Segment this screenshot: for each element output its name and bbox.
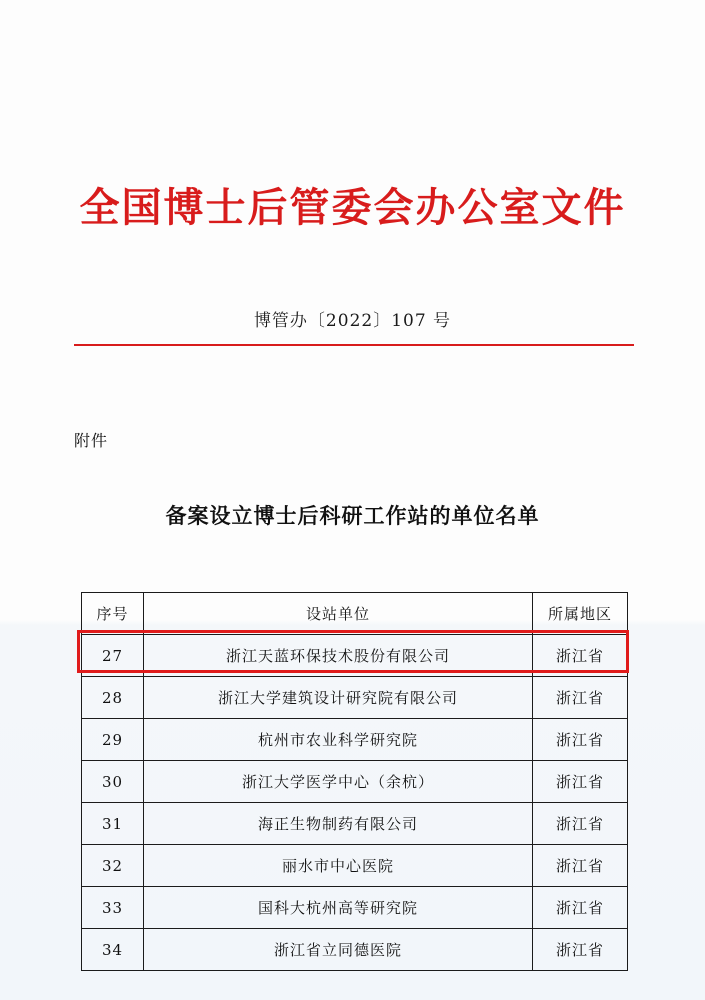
- cell-unit: 浙江天蓝环保技术股份有限公司: [144, 635, 533, 677]
- cell-unit: 丽水市中心医院: [144, 845, 533, 887]
- table-row: [82, 719, 628, 761]
- table-row: [82, 887, 628, 929]
- cell-index: 34: [82, 929, 144, 971]
- cell-region: 浙江省: [533, 845, 628, 887]
- cell-index: 32: [82, 845, 144, 887]
- table-row: [82, 929, 628, 971]
- table-row: [82, 845, 628, 887]
- cell-region: 浙江省: [533, 719, 628, 761]
- cell-index: 28: [82, 677, 144, 719]
- cell-unit: 浙江省立同德医院: [144, 929, 533, 971]
- cell-index: 33: [82, 887, 144, 929]
- unit-list-table: [81, 592, 628, 971]
- document-title: 全国博士后管委会办公室文件: [79, 184, 626, 231]
- cell-unit: 海正生物制药有限公司: [144, 803, 533, 845]
- attachment-label: 附件: [74, 431, 109, 450]
- cell-index: 30: [82, 761, 144, 803]
- cell-region: 浙江省: [533, 887, 628, 929]
- cell-index: 29: [82, 719, 144, 761]
- column-header-unit: 设站单位: [144, 593, 533, 635]
- cell-unit: 国科大杭州高等研究院: [144, 887, 533, 929]
- column-header-region: 所属地区: [533, 593, 628, 635]
- table-row: [82, 677, 628, 719]
- cell-region: 浙江省: [533, 929, 628, 971]
- cell-index: 31: [82, 803, 144, 845]
- cell-region: 浙江省: [533, 677, 628, 719]
- table-row: [82, 635, 628, 677]
- column-header-index: 序号: [82, 593, 144, 635]
- table-row: [82, 761, 628, 803]
- cell-region: 浙江省: [533, 635, 628, 677]
- table-header-row: [82, 593, 628, 635]
- red-divider-rule: [74, 344, 634, 346]
- cell-unit: 杭州市农业科学研究院: [144, 719, 533, 761]
- table-row: [82, 803, 628, 845]
- cell-index: 27: [82, 635, 144, 677]
- cell-region: 浙江省: [533, 761, 628, 803]
- cell-region: 浙江省: [533, 803, 628, 845]
- cell-unit: 浙江大学建筑设计研究院有限公司: [144, 677, 533, 719]
- list-title: 备案设立博士后科研工作站的单位名单: [165, 503, 540, 528]
- document-number: 博管办〔2022〕107 号: [253, 311, 452, 331]
- cell-unit: 浙江大学医学中心（余杭）: [144, 761, 533, 803]
